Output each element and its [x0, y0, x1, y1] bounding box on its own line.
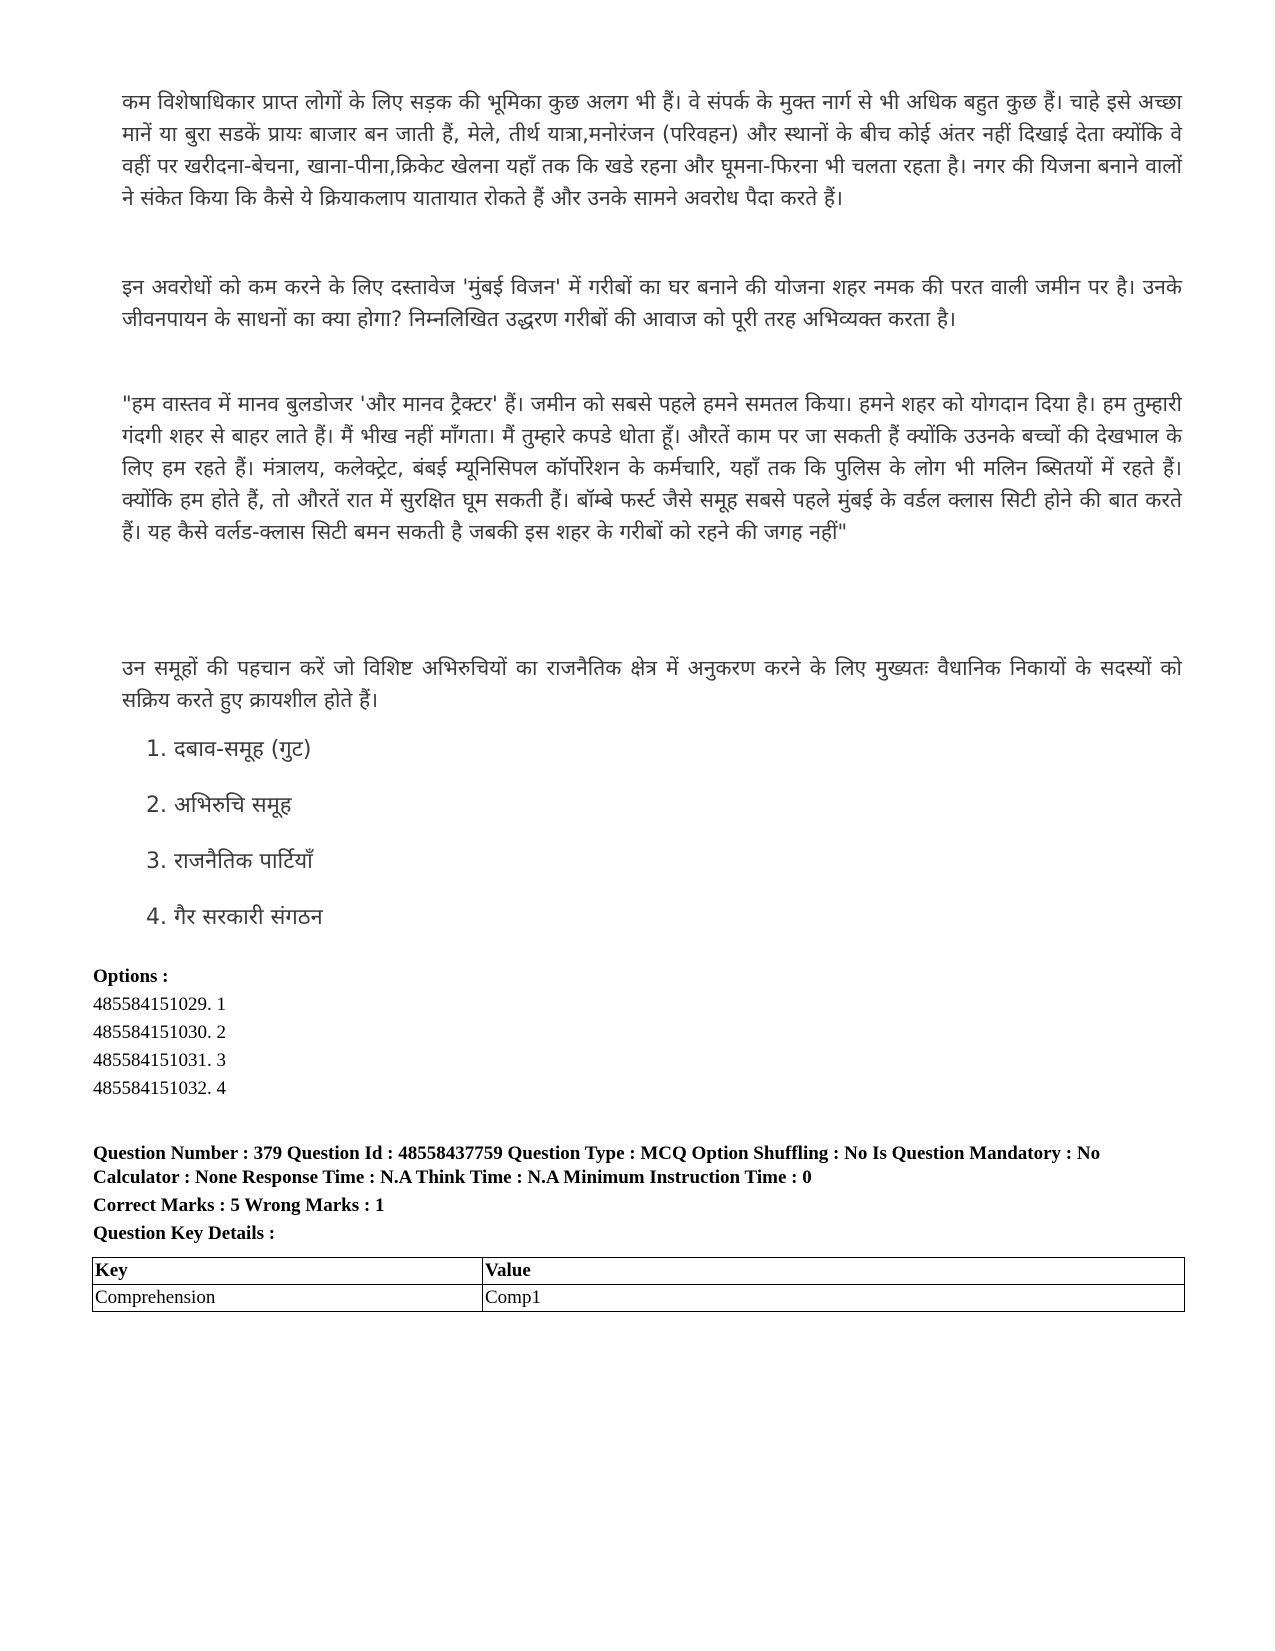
marks-line: Correct Marks : 5 Wrong Marks : 1 — [93, 1195, 385, 1216]
question-info — [93, 1142, 1183, 1250]
table-row — [93, 1285, 1185, 1312]
options-section — [93, 963, 226, 1103]
key-details-table — [92, 1257, 1185, 1312]
option-item: 485584151029. 1 — [93, 994, 226, 1015]
passage-paragraph-1: कम विशेषाधिकार प्राप्त लोगों के लिए सड़क की भूमिका कुछ अलग भी हैं। वे संपर्क के मुक्त नार्ग से भी अधिक बहुत कुछ हैं। चाहे इसे अच्छा मानें या बुरा सडकें प्रायः बाजार बन जाती हैं, मेले, तीर्थ यात्रा,मनोरंजन (परिवहन) और स्थानों के बीच कोई अंतर नहीं दिखाई देता क्योंकि वे वहीं पर खरीदना-बेचना, खाना-पीना,क्रिकेट खेलना यहाँ तक कि खडे रहना और घूमना-फिरना भी चलता रहता है। नगर की यिजना बनाने वालों ने संकेत किया कि कैसे ये क्रियाकलाप यातायात रोकते हैं और उनके सामने अवरोध पैदा करते हैं। — [122, 90, 1182, 210]
question-meta-line: Question Number : 379 Question Id : 48558437759 Question Type : MCQ Option Shuffling : No Is Question Mandatory : No Calculator : None Response Time : N.A Think Time : N.A Minimum Instruction Time : 0 — [93, 1143, 1101, 1188]
table-cell-key: Comprehension — [93, 1285, 483, 1312]
option-item: 485584151032. 4 — [93, 1078, 226, 1099]
passage-paragraph-2: इन अवरोधों को कम करने के लिए दस्तावेज 'मुंबई विजन' में गरीबों का घर बनाने की योजना शहर नमक की परत वाली जमीन पर है। उनके जीवनपायन के साधनों का क्या होगा? निम्नलिखित उद्धरण गरीबों की आवाज को पूरी तरह अभिव्यक्त करता है। — [122, 275, 1182, 331]
answer-items — [146, 736, 323, 960]
key-details-title: Question Key Details : — [93, 1223, 276, 1244]
table-header-row — [93, 1258, 1185, 1285]
answer-item: 3. राजनैतिक पार्टियाँ — [146, 849, 313, 874]
table-header-value: Value — [483, 1258, 1185, 1285]
answer-item: 2. अभिरुचि समूह — [146, 793, 292, 818]
table-header-key: Key — [93, 1258, 483, 1285]
question-text: उन समूहों की पहचान करें जो विशिष्ट अभिरुचियों का राजनैतिक क्षेत्र में अनुकरण करने के लिए मुख्यतः वैधानिक निकायों के सदस्यों को सक्रिय करते हुए क्रायशील होते हैं। — [122, 656, 1182, 712]
options-title: Options : — [93, 966, 169, 987]
table-cell-value: Comp1 — [483, 1285, 1185, 1312]
passage-quote: "हम वास्तव में मानव बुलडोजर 'और मानव ट्रैक्टर' हैं। जमीन को सबसे पहले हमने समतल किया। हमने शहर को योगदान दिया है। हम तुम्हारी गंदगी शहर से बाहर लाते हैं। मैं भीख नहीं माँगता। मैं तुम्हारे कपडे धोता हूँ। औरतें काम पर जा सकती हैं क्योंकि उउनके बच्चों की देखभाल के लिए हम रहते हैं। मंत्रालय, कलेक्ट्रेट, बंबई म्यूनिसिपल कॉर्पोरेशन के कर्मचारि, यहाँ तक कि पुलिस के लोग भी मलिन ब्सितयों में रहते हैं। क्योंकि हम होते हैं, तो औरतें रात में सुरक्षित घूम सकती हैं। बॉम्बे फर्स्ट जैसे समूह सबसे पहले मुंबई के वर्डल क्लास सिटी होने की बात करते हैं। यह कैसे वर्लड-क्लास सिटी बमन सकती है जबकी इस शहर के गरीबों को रहने की जगह नहीं" — [122, 392, 1182, 544]
option-item: 485584151030. 2 — [93, 1022, 226, 1043]
option-item: 485584151031. 3 — [93, 1050, 226, 1071]
answer-item: 4. गैर सरकारी संगठन — [146, 905, 323, 930]
answer-item: 1. दबाव-समूह (गुट) — [146, 737, 312, 762]
